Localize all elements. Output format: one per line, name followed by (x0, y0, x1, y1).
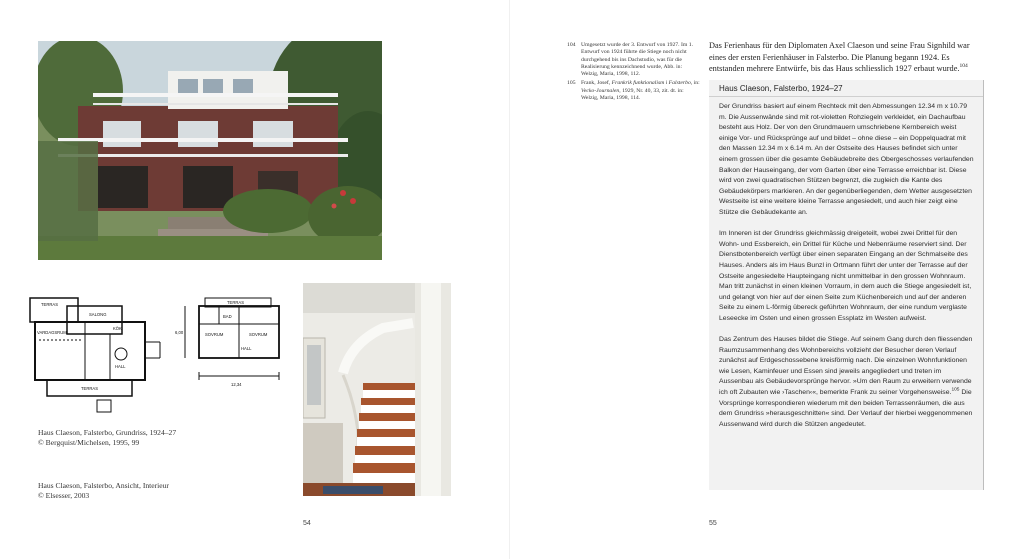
info-box-divider (709, 96, 983, 97)
interior-staircase-photo (303, 283, 451, 496)
plan-label-living: VARDAGSRUM (37, 330, 67, 335)
plan-b-label-bedroom-2: SOVRUM (249, 332, 268, 337)
body-paragraph-tail: Die Vorsprünge korrespondieren wiederum mit den beiden Terrassenräumen, die aus dem Grundriss »herausgeschnitten« sind. Der Verlauf der hierbei weggenommenen Aussenwand wird durch die Stützen angedeutet. (719, 389, 973, 428)
info-box-title: Haus Claeson, Falsterbo, 1924–27 (719, 84, 843, 93)
house-exterior-photo (38, 41, 382, 260)
footnote-connector: , in: (690, 80, 700, 87)
footnote-number: 105 (567, 80, 576, 87)
body-footnote-ref: 105 (951, 387, 960, 393)
interior-caption-title: Haus Claeson, Falsterbo, Ansicht, Interieur (38, 481, 169, 490)
body-paragraph (719, 335, 975, 430)
plan-label-hall: HALL (115, 364, 126, 369)
footnote (567, 80, 700, 102)
upper-floor-plan (175, 294, 295, 394)
plan-b-dimension-height: 6,00 (175, 330, 184, 335)
intro-paragraph (709, 40, 985, 75)
plan-caption-credit: © Bergquist/Michelsen, 1995, 99 (38, 438, 140, 447)
info-box-body (719, 102, 975, 441)
footnote-text (581, 80, 700, 102)
plan-caption (38, 428, 258, 448)
spread-gutter (509, 0, 510, 559)
plan-label-terrace-top: TERRAS (41, 302, 58, 307)
intro-text: Das Ferienhaus für den Diplomaten Axel Claeson und seine Frau Signhild war eines der ersten Ferienhäuser in Falsterbo. Die Planung begann 1924. Es entstanden mehrere Entwürfe, bis das Haus schliesslich 1927 erbaut wurde. (709, 41, 970, 73)
intro-footnote-ref: 104 (959, 63, 968, 70)
body-paragraph-text: Das Zentrum des Hauses bildet die Stiege. Auf seinem Gang durch den fliessenden Raumzusammenhang des Wohnbereichs vollzieht der Besucher deren Verlauf zunächst auf Erdgeschossebene kreisförmig nach. Die einzelnen Wohnfunktionen wie Lesen, Kaminfeuer und Essen sind jeweils angegliedert und treten im Aussenbau als Gebäudevorsprünge hervor. »Um den Raum zu erweitern verwende ich oft Zubauten wie ›Taschen‹«, bemerkte Frank zu seiner Vorgehensweise. (719, 336, 973, 397)
ground-floor-plan (25, 282, 175, 420)
page-number-left: 54 (303, 520, 311, 527)
footnote-author: Frank, Josef, (581, 80, 612, 87)
plan-caption-title: Haus Claeson, Falsterbo, Grundriss, 1924–27 (38, 428, 177, 437)
footnotes (567, 42, 700, 104)
plan-label-terrace-bottom: TERRAS (81, 386, 98, 391)
plan-b-label-hall: HALL (241, 346, 252, 351)
plan-b-label-bath: BAD (223, 314, 232, 319)
info-box (709, 80, 984, 490)
footnote-title: Frankrik funktionalism i Falsterbo (611, 80, 691, 87)
body-paragraph: Der Grundriss basiert auf einem Rechteck mit den Abmessungen 12.34 m x 10.79 m. Die Aussenwände sind mit rot-violetten Rohziegeln verkleidet, ein Dachaufbau besteht aus Holz. Der von den Grundmauern umschriebene Kernbereich weist einige Vor- und Rücksprünge auf und bildet – ohne diese – ein Doppelquadrat mit den Massen 12.34 m x 6.14 m. An der Ostseite des Hauses befindet sich unter einem grossen über die gesamte Gebäudebreite des Obergeschosses verlaufenden Balkon der Hauseingang, der vom Garten über eine Terrasse erreichbar ist. Diese wird von zwei quadratischen Stützen begrenzt, die zugleich die Kante des Gebäudekörpers markieren. An der gegenüberliegenden, dem Wetter ausgesetzten Westseite ist eine weitere kleine Terrasse angesiedelt, und auch hier zeigt eine Stütze die Gebäudekante an. (719, 103, 974, 216)
footnote-source: , 1929, Nr. 40, 33, zit. dt. in: Welzig, Maria, 1998, 114. (581, 87, 684, 102)
plan-label-salon: SALONG (89, 312, 107, 317)
body-paragraph: Im Inneren ist der Grundriss gleichmässig dreigeteilt, wobei zwei Drittel für den Wohn- und Essbereich, ein Drittel für Küche und Nebenräume reserviert sind. Der Dienstbotenbereich verfügt über einen separaten Eingang an der Schmalseite des Hauses. Anders als im Haus Bunzl in Ortmann führt der unter der Terrasse auf der Ostseite angesiedelte Haupteingang nicht unmittelbar in den grossen Wohnraum. Man tritt zunächst in einen kleinen Vorraum, in dem auch die Stiege angesiedelt ist, und gelangt von hier auf der einen Seite zum Küchenbereich und auf der anderen Seite zu einem L-förmig übereck geführten Wohnraum, der eine rundum verglaste Leseecke im Osten und einen grossen Essplatz im Westen aufweist. (719, 230, 972, 322)
footnote (567, 42, 700, 78)
footnote-text: Umgesetzt wurde der 3. Entwurf von 1927. Im 1. Entwurf von 1924 führte die Stiege noch nicht durchgehend bis ins Dachstudio, was für die Realisierung kennzeichnend wurde, Abb. in: Welzig, Maria, 1998, 112. (581, 42, 693, 78)
plan-b-label-terrace: TERRAS (227, 300, 244, 305)
plan-b-dimension-width: 12,34 (231, 382, 242, 387)
interior-caption-credit: © Elsesser, 2003 (38, 491, 90, 500)
plan-label-kitchen: KÖK (113, 326, 122, 331)
footnote-number: 104 (567, 42, 576, 48)
plan-b-label-bedroom-1: SOVRUM (205, 332, 224, 337)
interior-caption (38, 481, 258, 501)
page-number-right: 55 (709, 520, 717, 527)
footnote-journal: Vecko-Journalen (581, 87, 620, 94)
